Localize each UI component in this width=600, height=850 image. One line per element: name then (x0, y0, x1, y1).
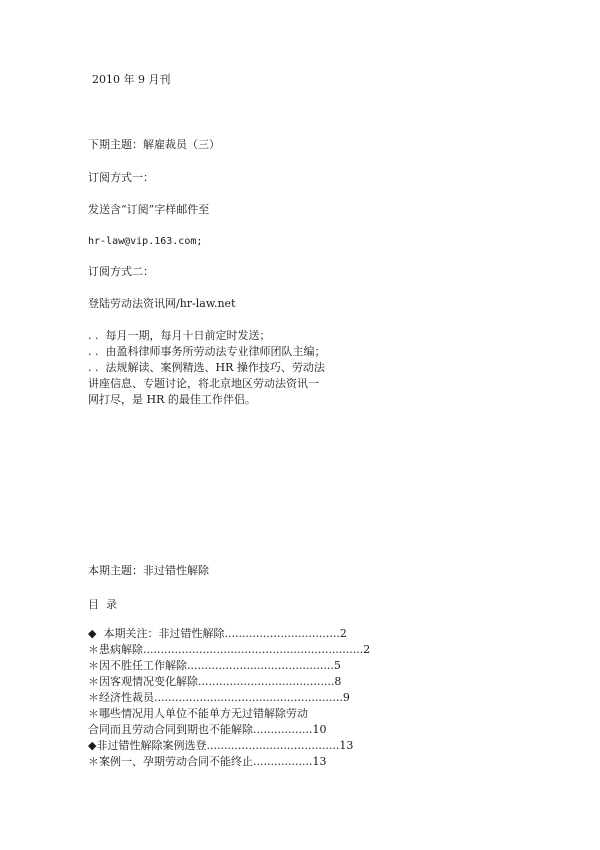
subscribe-method2-label: 订阅方式二： (88, 265, 154, 278)
subscribe-method1-label: 订阅方式一： (88, 171, 154, 184)
toc-entry: ＊因不胜任工作解除..........................................5 (88, 659, 341, 672)
feature-line: 网打尽，是 HR 的最佳工作伴侣。 (88, 393, 256, 406)
toc-entry: 合同而且劳动合同到期也不能解除.................10 (88, 723, 327, 736)
subscribe-email: hr-law@vip.163.com; (88, 236, 203, 247)
toc-entry: ＊哪些情况用人单位不能单方无过错解除劳动 (88, 707, 308, 720)
toc-entry: ◆ 本期关注：非过错性解除.................................2 (88, 627, 347, 640)
feature-line: . . 每月一期，每月十日前定时发送； (88, 329, 271, 342)
feature-line: 讲座信息、专题讨论，将北京地区劳动法资讯一 (88, 377, 319, 390)
subscribe-method2-text: 登陆劳动法资讯网/hr-law.net (88, 297, 236, 310)
current-topic: 本期主题：非过错性解除 (88, 564, 209, 577)
toc-entry: ＊因客观情况变化解除.......................................8 (88, 675, 342, 688)
toc-entry: ＊患病解除...............................................................2 (88, 643, 371, 656)
toc-entry: ＊案例一、孕期劳动合同不能终止.................13 (88, 755, 327, 768)
issue-date: 2010 年 9 月刊 (92, 73, 171, 86)
feature-line: . . 法规解读、案例精选、HR 操作技巧、劳动法 (88, 361, 325, 374)
next-topic: 下期主题：解雇裁员（三） (88, 138, 220, 151)
feature-line: . . 由盈科律师事务所劳动法专业律师团队主编； (88, 345, 326, 358)
toc-entry: ＊经济性裁员......................................................9 (88, 691, 350, 704)
toc-entry: ◆非过错性解除案例选登......................................13 (88, 739, 354, 752)
subscribe-method1-text: 发送含“订阅”字样邮件至 (88, 203, 210, 216)
toc-title: 目 录 (88, 598, 117, 611)
